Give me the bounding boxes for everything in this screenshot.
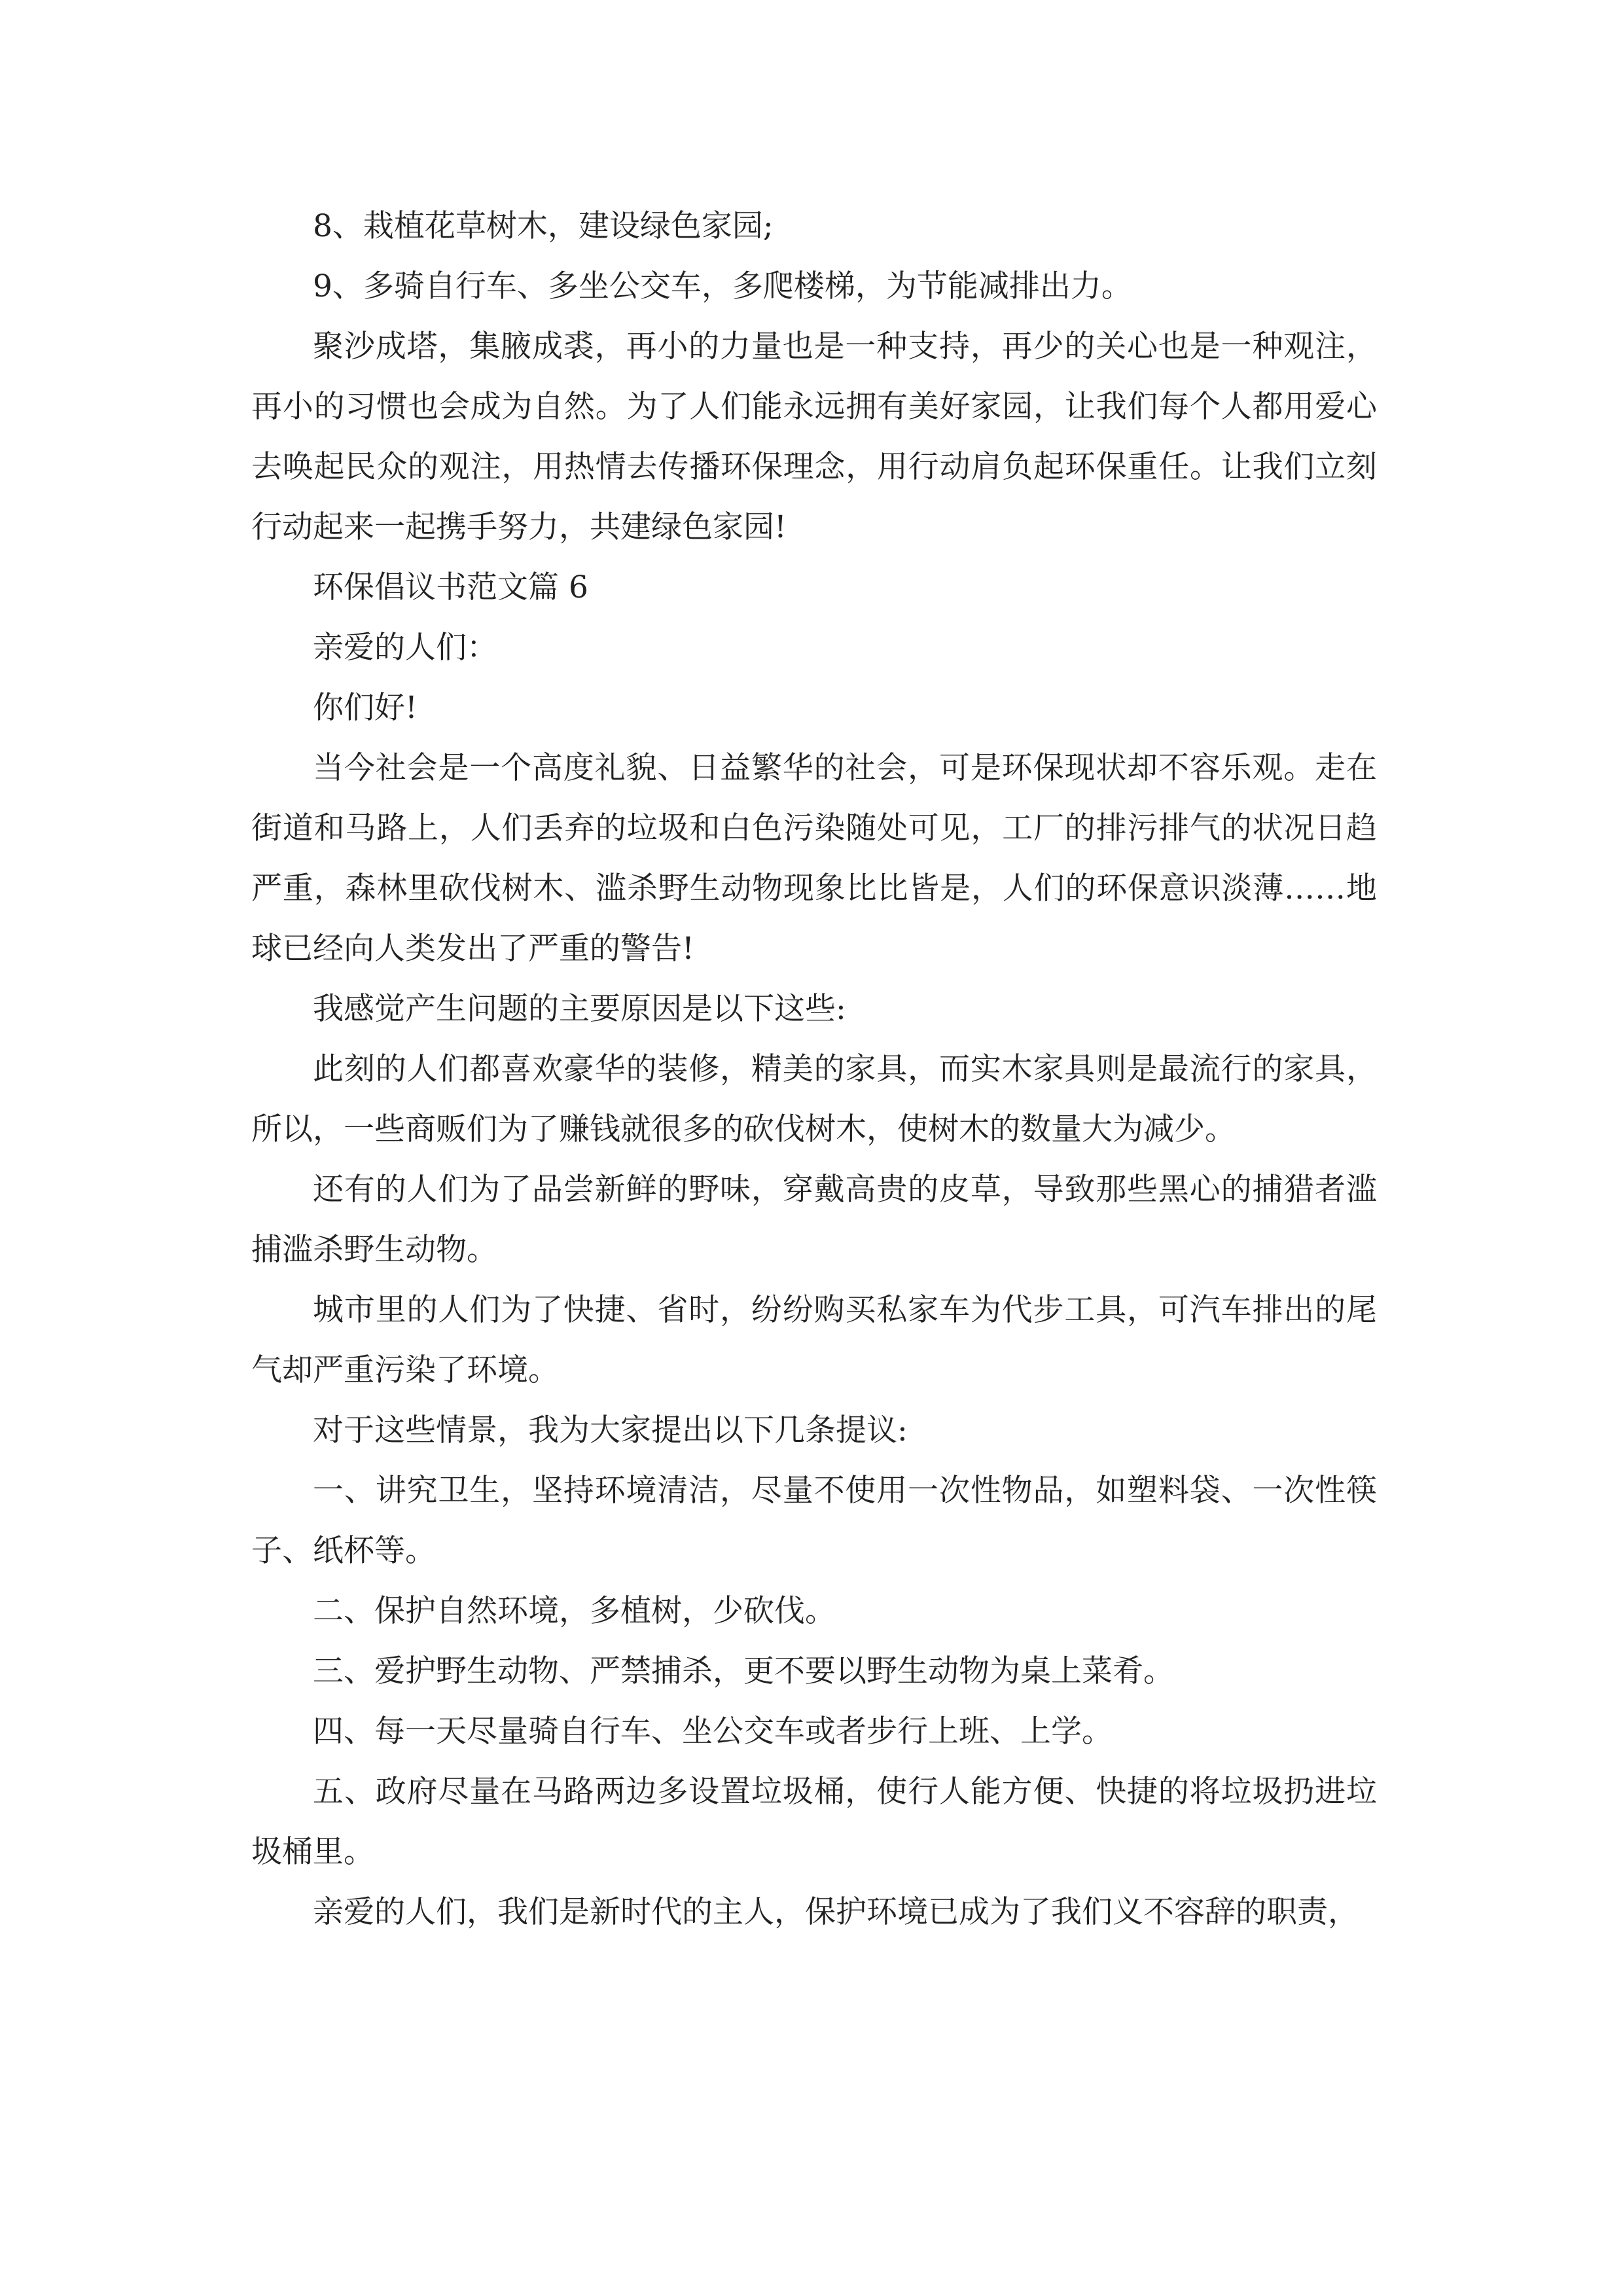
list-item-8: 8、栽植花草树木，建设绿色家园; xyxy=(313,208,774,244)
greeting: 你们好! xyxy=(313,690,418,726)
body-paragraph: 当今社会是一个高度礼貌、日益繁华的社会，可是环保现状却不容乐观。走在街道和马路上，人们丢弃的垃圾和白色污染随处可见，工厂的排污排气的状况日趋严重，森林里砍伐树木、滥杀野生动物现象比比皆是，人们的环保意识淡薄……地球已经向人类发出了严重的警告! xyxy=(251,750,1377,967)
closing-paragraph: 聚沙成塔，集腋成裘，再小的力量也是一种支持，再少的关心也是一种观注，再小的习惯也会成为自然。为了人们能永远拥有美好家园，让我们每个人都用爱心去唤起民众的观注，用热情去传播环保理念，用行动肩负起环保重任。让我们立刻行动起来一起携手努力，共建绿色家园! xyxy=(251,329,1377,545)
list-item-9: 9、多骑自行车、多坐公交车，多爬楼梯，为节能减排出力。 xyxy=(313,268,1132,304)
salutation: 亲爱的人们： xyxy=(313,630,497,666)
body-paragraph: 城市里的人们为了快捷、省时，纷纷购买私家车为代步工具，可汽车排出的尾气却严重污染了环境。 xyxy=(251,1292,1377,1388)
body-paragraph: 我感觉产生问题的主要原因是以下这些: xyxy=(313,991,846,1027)
suggestion-item: 五、政府尽量在马路两边多设置垃圾桶，使行人能方便、快捷的将垃圾扔进垃圾桶里。 xyxy=(251,1774,1377,1870)
suggestion-item: 三、爱护野生动物、严禁捕杀，更不要以野生动物为桌上菜肴。 xyxy=(313,1653,1174,1689)
document-body xyxy=(251,196,1377,1943)
suggestion-item: 一、讲究卫生，坚持环境清洁，尽量不使用一次性物品，如塑料袋、一次性筷子、纸杯等。 xyxy=(251,1473,1377,1569)
suggestion-item: 二、保护自然环境，多植树，少砍伐。 xyxy=(313,1593,836,1629)
body-paragraph: 还有的人们为了品尝新鲜的野味，穿戴高贵的皮草，导致那些黑心的捕猎者滥捕滥杀野生动物。 xyxy=(251,1172,1377,1268)
suggestion-item: 四、每一天尽量骑自行车、坐公交车或者步行上班、上学。 xyxy=(313,1713,1113,1749)
body-paragraph: 亲爱的人们，我们是新时代的主人，保护环境已成为了我们义不容辞的职责， xyxy=(313,1894,1359,1930)
body-paragraph: 对于这些情景，我为大家提出以下几条提议: xyxy=(313,1412,908,1448)
body-paragraph: 此刻的人们都喜欢豪华的装修，精美的家具，而实木家具则是最流行的家具，所以，一些商贩们为了赚钱就很多的砍伐树木，使树木的数量大为减少。 xyxy=(251,1051,1377,1147)
section-title: 环保倡议书范文篇 6 xyxy=(313,569,588,605)
